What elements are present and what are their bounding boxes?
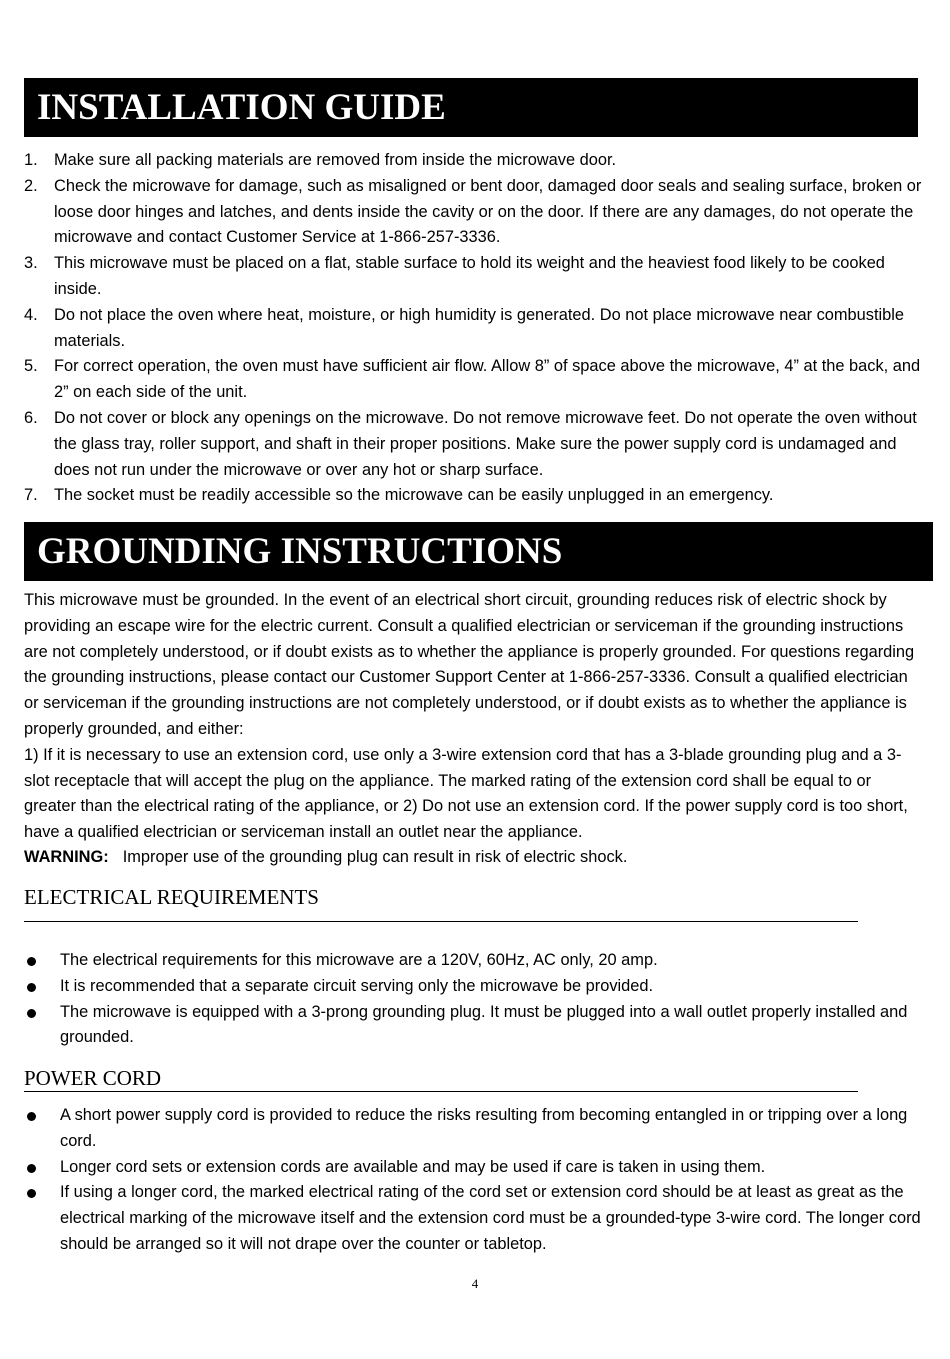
page-number: 4 (471, 1276, 479, 1291)
list-item (24, 483, 924, 509)
list-item (24, 1103, 924, 1155)
step-number: 4. (24, 305, 38, 324)
list-item (24, 303, 924, 355)
list-item (24, 174, 924, 251)
power-cord-list (24, 1103, 924, 1258)
step-text: This microwave must be placed on a flat, stable surface to hold its weight and the heaviest food likely to be cooked inside. (54, 254, 885, 298)
list-item (24, 354, 924, 406)
step-number: 5. (24, 357, 38, 376)
grounding-instructions-heading: GROUNDING INSTRUCTIONS (24, 522, 933, 581)
list-item (24, 251, 924, 303)
electrical-requirements-list (24, 948, 924, 1051)
bullet-icon (27, 1112, 36, 1121)
step-number: 2. (24, 176, 38, 195)
power-cord-heading: POWER CORD (24, 1065, 858, 1092)
step-text: Check the microwave for damage, such as misaligned or bent door, damaged door seals and sealing surface, broken or loose door hinges and latches, and dents inside the cavity or on the door. If there are any damages, do not operate the microwave and contact Customer Service at 1-866-257-3336. (54, 176, 922, 247)
item-text: If using a longer cord, the marked electrical rating of the cord set or extension cord should be at least as great as the electrical marking of the microwave itself and the extension cord must be a grounded-type 3-wire cord. The longer cord should be arranged so it will not drape over the counter or tabletop. (60, 1183, 921, 1253)
installation-guide-heading: INSTALLATION GUIDE (24, 78, 918, 137)
bullet-icon (27, 1009, 36, 1018)
item-text: The electrical requirements for this microwave are a 120V, 60Hz, AC only, 20 amp. (60, 951, 658, 969)
warning-text: Improper use of the grounding plug can result in risk of electric shock. (122, 848, 628, 866)
item-text: It is recommended that a separate circuit serving only the microwave be provided. (60, 976, 654, 995)
item-text: A short power supply cord is provided to reduce the risks resulting from becoming entangled in or tripping over a long cord. (60, 1106, 908, 1150)
extension-cord-text: 1) If it is necessary to use an extension cord, use only a 3-wire extension cord that has a 3-blade grounding plug and a 3-slot receptacle that will accept the plug on the appliance. The marked rating of the extension cord shall be equal to or greater than the electrical rating of the appliance, or 2) Do not use an extension cord. If the power supply cord is too short, have a qualified electrician or serviceman install an outlet near the appliance. (24, 745, 908, 842)
step-text: For correct operation, the oven must have sufficient air flow. Allow 8” of space above the microwave, 4” at the back, and 2” on each side of the unit. (54, 357, 921, 402)
grounding-paragraph (24, 588, 924, 846)
step-text: Do not cover or block any openings on the microwave. Do not remove microwave feet. Do not operate the oven without the glass tray, roller support, and shaft in their proper positions. Make sure the power supply cord is undamaged and does not run under the microwave or over any hot or sharp surface. (54, 408, 917, 479)
grounding-text: This microwave must be grounded. In the event of an electrical short circuit, grounding reduces risk of electric shock by providing an escape wire for the electric current. Consult a qualified electrician or serviceman if the grounding instructions are not completely understood, or if doubt exists as to whether the appliance is properly grounded. For questions regarding the grounding instructions, please contact our Customer Support Center at 1-866-257-3336. Consult a qualified electrician or serviceman if the grounding instructions are not completely understood, or if doubt exists as to whether the appliance is properly grounded, and either: (24, 591, 915, 738)
step-number: 7. (24, 486, 38, 505)
step-number: 3. (24, 254, 38, 273)
electrical-requirements-heading: ELECTRICAL REQUIREMENTS (24, 884, 858, 922)
step-text: The socket must be readily accessible so the microwave can be easily unplugged in an emergency. (54, 486, 774, 505)
list-item (24, 974, 924, 1000)
bullet-icon (27, 1164, 36, 1173)
list-item (24, 1180, 924, 1257)
step-text: Do not place the oven where heat, moisture, or high humidity is generated. Do not place microwave near combustible materials. (54, 305, 905, 350)
bullet-icon (27, 1189, 36, 1198)
list-item (24, 406, 924, 483)
item-text: The microwave is equipped with a 3-prong grounding plug. It must be plugged into a wall outlet properly installed and grounded. (60, 1002, 908, 1047)
list-item (24, 148, 924, 174)
warning-label: WARNING: (24, 848, 109, 866)
list-item (24, 1155, 924, 1181)
warning-note (24, 845, 627, 871)
item-text: Longer cord sets or extension cords are available and may be used if care is taken in using them. (60, 1157, 766, 1176)
bullet-icon (27, 957, 36, 966)
list-item (24, 948, 924, 974)
bullet-icon (27, 983, 36, 992)
step-text: Make sure all packing materials are removed from inside the microwave door. (54, 151, 617, 169)
installation-steps-list (24, 148, 924, 509)
step-number: 1. (24, 151, 38, 169)
step-number: 6. (24, 408, 38, 427)
list-item (24, 1000, 924, 1052)
